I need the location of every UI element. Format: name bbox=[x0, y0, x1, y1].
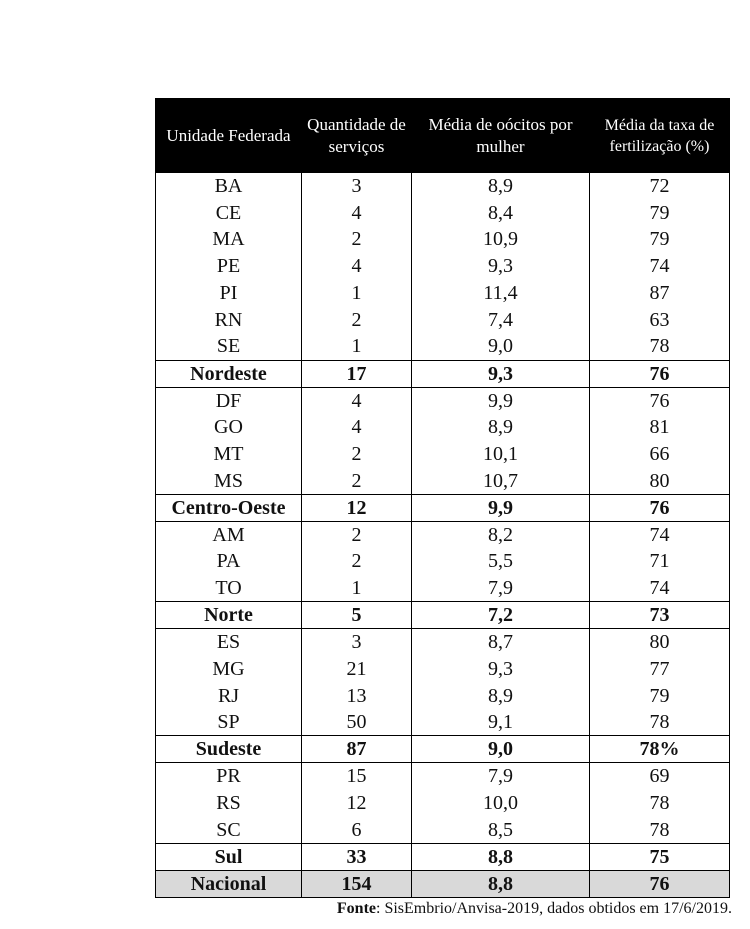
table-row bbox=[156, 387, 730, 414]
cell-media-oocitos: 9,9 bbox=[412, 494, 590, 521]
cell-unidade-federada: PR bbox=[156, 763, 302, 790]
cell-media-taxa: 75 bbox=[590, 843, 730, 870]
cell-unidade-federada: AM bbox=[156, 521, 302, 548]
cell-media-taxa: 77 bbox=[590, 655, 730, 682]
cell-unidade-federada: ES bbox=[156, 629, 302, 656]
cell-media-taxa: 78 bbox=[590, 709, 730, 736]
table-row bbox=[156, 816, 730, 843]
cell-media-oocitos: 7,9 bbox=[412, 763, 590, 790]
table-row bbox=[156, 414, 730, 441]
cell-quantidade-servicos: 2 bbox=[302, 467, 412, 494]
cell-media-taxa: 79 bbox=[590, 226, 730, 253]
cell-media-oocitos: 9,3 bbox=[412, 360, 590, 387]
cell-quantidade-servicos: 12 bbox=[302, 494, 412, 521]
table-row bbox=[156, 333, 730, 360]
cell-media-taxa: 87 bbox=[590, 280, 730, 307]
cell-quantidade-servicos: 4 bbox=[302, 253, 412, 280]
table-row bbox=[156, 306, 730, 333]
cell-media-oocitos: 10,0 bbox=[412, 790, 590, 817]
cell-media-taxa: 74 bbox=[590, 521, 730, 548]
table-row bbox=[156, 467, 730, 494]
cell-unidade-federada: SP bbox=[156, 709, 302, 736]
cell-media-oocitos: 10,7 bbox=[412, 467, 590, 494]
table-row bbox=[156, 173, 730, 200]
cell-media-oocitos: 11,4 bbox=[412, 280, 590, 307]
region-subtotal-row bbox=[156, 602, 730, 629]
cell-quantidade-servicos: 87 bbox=[302, 736, 412, 763]
cell-quantidade-servicos: 2 bbox=[302, 226, 412, 253]
cell-media-oocitos: 9,3 bbox=[412, 253, 590, 280]
cell-media-taxa: 72 bbox=[590, 173, 730, 200]
cell-media-taxa: 79 bbox=[590, 682, 730, 709]
cell-media-oocitos: 9,0 bbox=[412, 736, 590, 763]
cell-unidade-federada: RJ bbox=[156, 682, 302, 709]
cell-unidade-federada: TO bbox=[156, 575, 302, 602]
cell-media-oocitos: 8,9 bbox=[412, 414, 590, 441]
cell-unidade-federada: Nacional bbox=[156, 870, 302, 897]
cell-quantidade-servicos: 12 bbox=[302, 790, 412, 817]
cell-quantidade-servicos: 33 bbox=[302, 843, 412, 870]
cell-media-taxa: 74 bbox=[590, 253, 730, 280]
cell-unidade-federada: GO bbox=[156, 414, 302, 441]
cell-quantidade-servicos: 1 bbox=[302, 280, 412, 307]
cell-unidade-federada: RN bbox=[156, 306, 302, 333]
cell-unidade-federada: Norte bbox=[156, 602, 302, 629]
cell-media-oocitos: 8,7 bbox=[412, 629, 590, 656]
indicators-table bbox=[155, 98, 730, 898]
cell-quantidade-servicos: 17 bbox=[302, 360, 412, 387]
cell-quantidade-servicos: 4 bbox=[302, 387, 412, 414]
cell-unidade-federada: MA bbox=[156, 226, 302, 253]
cell-quantidade-servicos: 4 bbox=[302, 414, 412, 441]
cell-unidade-federada: Nordeste bbox=[156, 360, 302, 387]
cell-media-taxa: 78 bbox=[590, 816, 730, 843]
cell-media-taxa: 79 bbox=[590, 199, 730, 226]
header-quantidade-servicos: Quantidade de serviços bbox=[302, 99, 412, 173]
cell-media-taxa: 76 bbox=[590, 494, 730, 521]
cell-media-oocitos: 9,3 bbox=[412, 655, 590, 682]
cell-quantidade-servicos: 1 bbox=[302, 333, 412, 360]
table-row bbox=[156, 226, 730, 253]
cell-quantidade-servicos: 3 bbox=[302, 173, 412, 200]
cell-unidade-federada: CE bbox=[156, 199, 302, 226]
cell-media-oocitos: 7,9 bbox=[412, 575, 590, 602]
table-row bbox=[156, 763, 730, 790]
source-text: : SisEmbrio/Anvisa-2019, dados obtidos em 17/6/2019. bbox=[376, 900, 732, 917]
cell-media-taxa: 73 bbox=[590, 602, 730, 629]
cell-quantidade-servicos: 1 bbox=[302, 575, 412, 602]
cell-media-oocitos: 8,4 bbox=[412, 199, 590, 226]
cell-quantidade-servicos: 2 bbox=[302, 548, 412, 575]
cell-quantidade-servicos: 21 bbox=[302, 655, 412, 682]
total-row bbox=[156, 870, 730, 897]
cell-media-oocitos: 10,1 bbox=[412, 441, 590, 468]
cell-unidade-federada: MT bbox=[156, 441, 302, 468]
cell-media-taxa: 69 bbox=[590, 763, 730, 790]
cell-quantidade-servicos: 5 bbox=[302, 602, 412, 629]
source-label: Fonte bbox=[336, 900, 376, 917]
cell-unidade-federada: Sudeste bbox=[156, 736, 302, 763]
cell-media-taxa: 76 bbox=[590, 870, 730, 897]
cell-unidade-federada: Sul bbox=[156, 843, 302, 870]
cell-media-taxa: 74 bbox=[590, 575, 730, 602]
cell-quantidade-servicos: 154 bbox=[302, 870, 412, 897]
cell-media-taxa: 76 bbox=[590, 360, 730, 387]
cell-unidade-federada: BA bbox=[156, 173, 302, 200]
cell-quantidade-servicos: 6 bbox=[302, 816, 412, 843]
cell-media-oocitos: 7,4 bbox=[412, 306, 590, 333]
cell-media-oocitos: 9,1 bbox=[412, 709, 590, 736]
cell-media-oocitos: 9,9 bbox=[412, 387, 590, 414]
cell-media-taxa: 76 bbox=[590, 387, 730, 414]
cell-media-taxa: 78 bbox=[590, 790, 730, 817]
cell-media-taxa: 80 bbox=[590, 467, 730, 494]
cell-quantidade-servicos: 2 bbox=[302, 521, 412, 548]
cell-unidade-federada: SE bbox=[156, 333, 302, 360]
cell-unidade-federada: PA bbox=[156, 548, 302, 575]
table-row bbox=[156, 253, 730, 280]
table-header-row bbox=[156, 99, 730, 173]
cell-quantidade-servicos: 13 bbox=[302, 682, 412, 709]
cell-quantidade-servicos: 4 bbox=[302, 199, 412, 226]
region-subtotal-row bbox=[156, 360, 730, 387]
cell-quantidade-servicos: 3 bbox=[302, 629, 412, 656]
header-media-oocitos: Média de oócitos por mulher bbox=[412, 99, 590, 173]
table-row bbox=[156, 709, 730, 736]
cell-unidade-federada: SC bbox=[156, 816, 302, 843]
cell-unidade-federada: DF bbox=[156, 387, 302, 414]
table-row bbox=[156, 441, 730, 468]
cell-unidade-federada: RS bbox=[156, 790, 302, 817]
cell-media-taxa: 81 bbox=[590, 414, 730, 441]
cell-media-taxa: 80 bbox=[590, 629, 730, 656]
cell-media-taxa: 63 bbox=[590, 306, 730, 333]
cell-media-oocitos: 8,9 bbox=[412, 682, 590, 709]
table-body bbox=[156, 173, 730, 898]
cell-media-oocitos: 5,5 bbox=[412, 548, 590, 575]
table-row bbox=[156, 682, 730, 709]
cell-media-oocitos: 8,5 bbox=[412, 816, 590, 843]
cell-unidade-federada: MS bbox=[156, 467, 302, 494]
cell-media-taxa: 78% bbox=[590, 736, 730, 763]
header-media-taxa-fertilizacao: Média da taxa de fertilização (%) bbox=[590, 99, 730, 173]
cell-media-oocitos: 9,0 bbox=[412, 333, 590, 360]
cell-media-taxa: 71 bbox=[590, 548, 730, 575]
cell-quantidade-servicos: 2 bbox=[302, 441, 412, 468]
cell-media-oocitos: 8,2 bbox=[412, 521, 590, 548]
cell-unidade-federada: Centro-Oeste bbox=[156, 494, 302, 521]
region-subtotal-row bbox=[156, 843, 730, 870]
source-note bbox=[337, 898, 732, 920]
cell-unidade-federada: MG bbox=[156, 655, 302, 682]
cell-quantidade-servicos: 15 bbox=[302, 763, 412, 790]
region-subtotal-row bbox=[156, 494, 730, 521]
cell-quantidade-servicos: 2 bbox=[302, 306, 412, 333]
table-row bbox=[156, 575, 730, 602]
region-subtotal-row bbox=[156, 736, 730, 763]
cell-media-taxa: 78 bbox=[590, 333, 730, 360]
cell-media-oocitos: 8,8 bbox=[412, 843, 590, 870]
cell-unidade-federada: PE bbox=[156, 253, 302, 280]
table-row bbox=[156, 521, 730, 548]
cell-quantidade-servicos: 50 bbox=[302, 709, 412, 736]
table-row bbox=[156, 199, 730, 226]
cell-media-taxa: 66 bbox=[590, 441, 730, 468]
table-row bbox=[156, 790, 730, 817]
header-unidade-federada: Unidade Federada bbox=[156, 99, 302, 173]
cell-media-oocitos: 8,9 bbox=[412, 173, 590, 200]
cell-media-oocitos: 8,8 bbox=[412, 870, 590, 897]
cell-media-oocitos: 7,2 bbox=[412, 602, 590, 629]
table-row bbox=[156, 280, 730, 307]
table-row bbox=[156, 548, 730, 575]
cell-unidade-federada: PI bbox=[156, 280, 302, 307]
cell-media-oocitos: 10,9 bbox=[412, 226, 590, 253]
table-row bbox=[156, 629, 730, 656]
table-row bbox=[156, 655, 730, 682]
